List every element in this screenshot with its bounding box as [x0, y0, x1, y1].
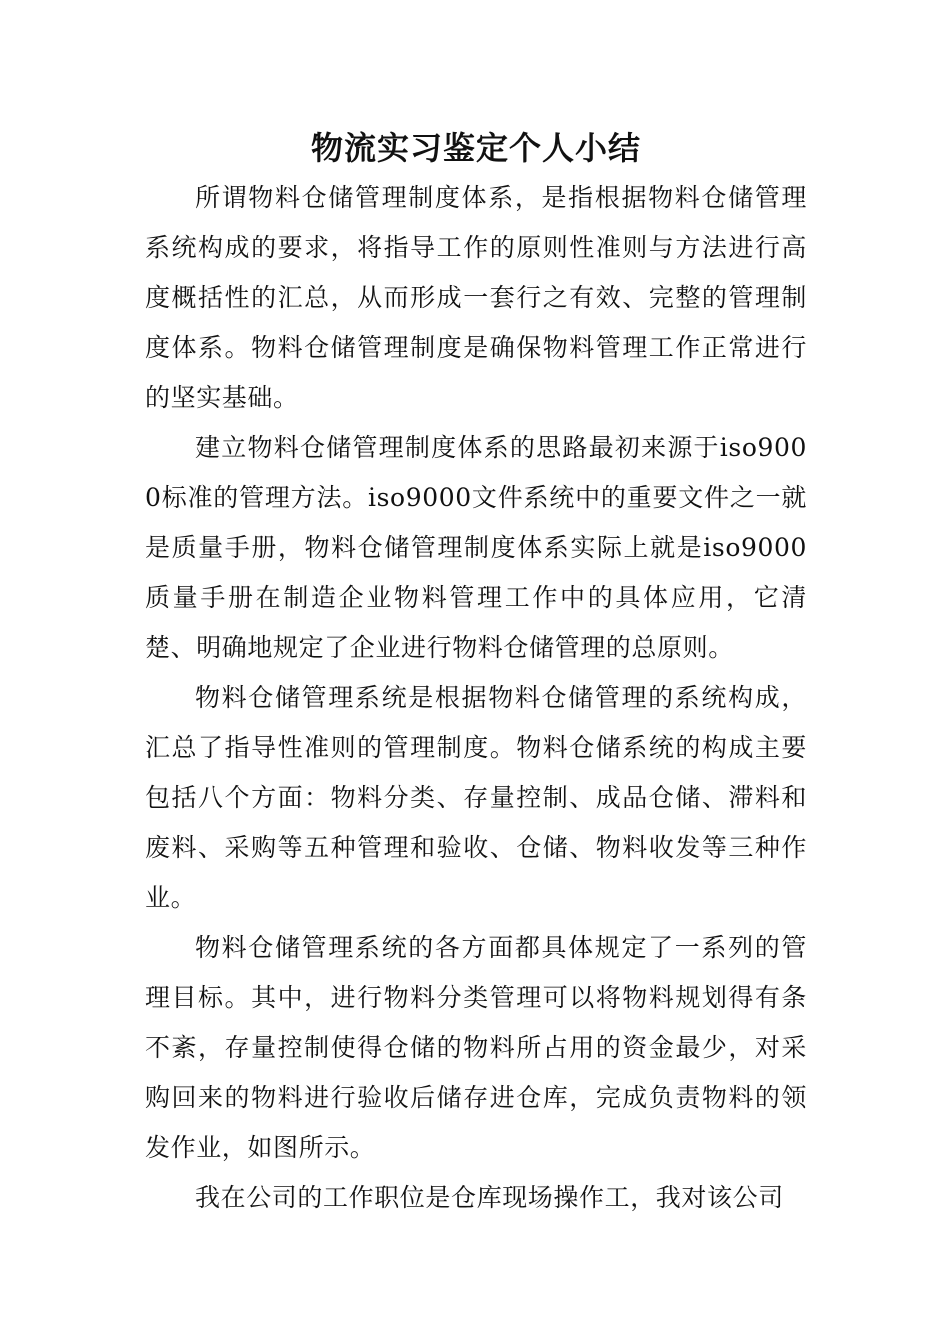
- paragraph: 物料仓储管理系统的各方面都具体规定了一系列的管理目标。其中，进行物料分类管理可以将物料规划得有条不紊，存量控制使得仓储的物料所占用的资金最少，对采购回来的物料进行验收后储存进仓库，完成负责物料的领发作业，如图所示。: [145, 933, 807, 1162]
- document-title: 物流实习鉴定个人小结: [310, 129, 641, 167]
- paragraph: 建立物料仓储管理制度体系的思路最初来源于iso9000标准的管理方法。iso9000文件系统中的重要文件之一就是质量手册，物料仓储管理制度体系实际上就是iso9000质量手册在制造企业物料管理工作中的具体应用，它清楚、明确地规定了企业进行物料仓储管理的总原则。: [145, 433, 807, 662]
- paragraph: 所谓物料仓储管理制度体系，是指根据物料仓储管理系统构成的要求，将指导工作的原则性准则与方法进行高度概括性的汇总，从而形成一套行之有效、完整的管理制度体系。物料仓储管理制度是确保物料管理工作正常进行的坚实基础。: [145, 183, 807, 412]
- paragraph: 物料仓储管理系统是根据物料仓储管理的系统构成，汇总了指导性准则的管理制度。物料仓储系统的构成主要包括八个方面：物料分类、存量控制、成品仓储、滞料和废料、采购等五种管理和验收、仓储、物料收发等三种作业。: [145, 683, 807, 912]
- paragraph: 我在公司的工作职位是仓库现场操作工，我对该公司: [195, 1183, 784, 1212]
- document-body: [145, 173, 807, 1223]
